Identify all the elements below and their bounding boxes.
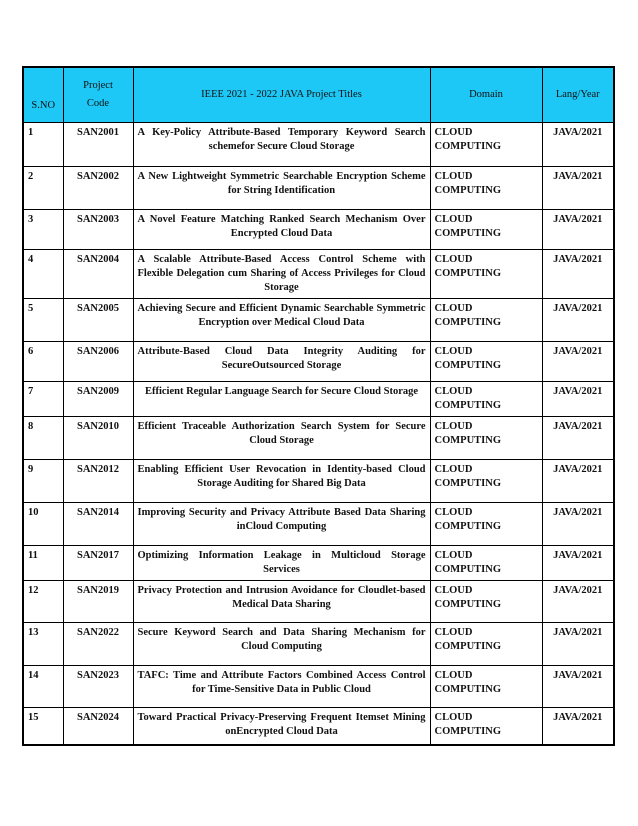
row-title: Optimizing Information Leakage in Multicloud Storage Services xyxy=(133,546,430,581)
row-lang-year: JAVA/2021 xyxy=(542,167,614,210)
table-row xyxy=(23,460,614,503)
row-lang-year: JAVA/2021 xyxy=(542,299,614,342)
row-sno: 9 xyxy=(23,460,63,503)
row-title: Efficient Traceable Authorization Search System for Secure Cloud Storage xyxy=(133,417,430,460)
row-lang-year: JAVA/2021 xyxy=(542,417,614,460)
row-lang-year: JAVA/2021 xyxy=(542,210,614,250)
header-lang-year: Lang/Year xyxy=(542,67,614,123)
table-row xyxy=(23,503,614,546)
row-project-code: SAN2005 xyxy=(63,299,133,342)
projects-table xyxy=(22,66,615,746)
row-title: A New Lightweight Symmetric Searchable Encryption Scheme for String Identification xyxy=(133,167,430,210)
row-lang-year: JAVA/2021 xyxy=(542,623,614,666)
table-row xyxy=(23,666,614,708)
row-lang-year: JAVA/2021 xyxy=(542,382,614,417)
row-domain: CLOUD COMPUTING xyxy=(430,342,542,382)
row-project-code: SAN2024 xyxy=(63,708,133,745)
header-domain: Domain xyxy=(430,67,542,123)
row-domain: CLOUD COMPUTING xyxy=(430,503,542,546)
row-project-code: SAN2003 xyxy=(63,210,133,250)
row-domain: CLOUD COMPUTING xyxy=(430,460,542,503)
row-title: Toward Practical Privacy-Preserving Frequent Itemset Mining onEncrypted Cloud Data xyxy=(133,708,430,745)
table-row xyxy=(23,299,614,342)
table-row xyxy=(23,342,614,382)
header-row xyxy=(23,67,614,123)
row-sno: 8 xyxy=(23,417,63,460)
table-row xyxy=(23,382,614,417)
row-sno: 5 xyxy=(23,299,63,342)
row-domain: CLOUD COMPUTING xyxy=(430,546,542,581)
row-sno: 2 xyxy=(23,167,63,210)
row-title: A Novel Feature Matching Ranked Search Mechanism Over Encrypted Cloud Data xyxy=(133,210,430,250)
row-sno: 10 xyxy=(23,503,63,546)
row-domain: CLOUD COMPUTING xyxy=(430,666,542,708)
header-sno: S.NO xyxy=(23,67,63,123)
row-project-code: SAN2019 xyxy=(63,581,133,623)
row-project-code: SAN2004 xyxy=(63,250,133,299)
row-title: A Key-Policy Attribute-Based Temporary Keyword Search schemefor Secure Cloud Storage xyxy=(133,123,430,167)
table-row xyxy=(23,417,614,460)
row-title: A Scalable Attribute-Based Access Control Scheme with Flexible Delegation cum Sharing of Access Privileges for Cloud Storage xyxy=(133,250,430,299)
row-sno: 7 xyxy=(23,382,63,417)
row-sno: 6 xyxy=(23,342,63,382)
row-sno: 12 xyxy=(23,581,63,623)
row-project-code: SAN2017 xyxy=(63,546,133,581)
row-lang-year: JAVA/2021 xyxy=(542,581,614,623)
row-lang-year: JAVA/2021 xyxy=(542,503,614,546)
table-row xyxy=(23,123,614,167)
row-project-code: SAN2006 xyxy=(63,342,133,382)
row-project-code: SAN2014 xyxy=(63,503,133,546)
row-sno: 4 xyxy=(23,250,63,299)
row-title: Improving Security and Privacy Attribute Based Data Sharing inCloud Computing xyxy=(133,503,430,546)
row-lang-year: JAVA/2021 xyxy=(542,342,614,382)
row-project-code: SAN2009 xyxy=(63,382,133,417)
row-domain: CLOUD COMPUTING xyxy=(430,623,542,666)
row-lang-year: JAVA/2021 xyxy=(542,123,614,167)
row-domain: CLOUD COMPUTING xyxy=(430,382,542,417)
table-row xyxy=(23,250,614,299)
row-lang-year: JAVA/2021 xyxy=(542,708,614,745)
row-lang-year: JAVA/2021 xyxy=(542,250,614,299)
table-row xyxy=(23,708,614,745)
row-domain: CLOUD COMPUTING xyxy=(430,581,542,623)
header-title: IEEE 2021 - 2022 JAVA Project Titles xyxy=(133,67,430,123)
header-project-code: Project Code xyxy=(63,67,133,123)
row-lang-year: JAVA/2021 xyxy=(542,546,614,581)
row-project-code: SAN2012 xyxy=(63,460,133,503)
row-domain: CLOUD COMPUTING xyxy=(430,123,542,167)
table-row xyxy=(23,623,614,666)
table-body xyxy=(23,123,614,745)
table-row xyxy=(23,546,614,581)
row-sno: 1 xyxy=(23,123,63,167)
row-lang-year: JAVA/2021 xyxy=(542,460,614,503)
row-title: Attribute-Based Cloud Data Integrity Auditing for SecureOutsourced Storage xyxy=(133,342,430,382)
row-title: Enabling Efficient User Revocation in Identity-based Cloud Storage Auditing for Shared Big Data xyxy=(133,460,430,503)
row-title: Achieving Secure and Efficient Dynamic Searchable Symmetric Encryption over Medical Cloud Data xyxy=(133,299,430,342)
row-domain: CLOUD COMPUTING xyxy=(430,299,542,342)
row-title: Privacy Protection and Intrusion Avoidance for Cloudlet-based Medical Data Sharing xyxy=(133,581,430,623)
row-title: Efficient Regular Language Search for Secure Cloud Storage xyxy=(133,382,430,417)
row-domain: CLOUD COMPUTING xyxy=(430,167,542,210)
row-title: TAFC: Time and Attribute Factors Combined Access Control for Time-Sensitive Data in Public Cloud xyxy=(133,666,430,708)
row-domain: CLOUD COMPUTING xyxy=(430,417,542,460)
table-row xyxy=(23,167,614,210)
row-sno: 11 xyxy=(23,546,63,581)
row-lang-year: JAVA/2021 xyxy=(542,666,614,708)
row-project-code: SAN2022 xyxy=(63,623,133,666)
table-row xyxy=(23,210,614,250)
row-domain: CLOUD COMPUTING xyxy=(430,708,542,745)
row-sno: 15 xyxy=(23,708,63,745)
table-row xyxy=(23,581,614,623)
row-project-code: SAN2010 xyxy=(63,417,133,460)
row-domain: CLOUD COMPUTING xyxy=(430,250,542,299)
row-title: Secure Keyword Search and Data Sharing Mechanism for Cloud Computing xyxy=(133,623,430,666)
row-sno: 3 xyxy=(23,210,63,250)
row-project-code: SAN2001 xyxy=(63,123,133,167)
row-sno: 14 xyxy=(23,666,63,708)
row-project-code: SAN2023 xyxy=(63,666,133,708)
row-project-code: SAN2002 xyxy=(63,167,133,210)
row-sno: 13 xyxy=(23,623,63,666)
row-domain: CLOUD COMPUTING xyxy=(430,210,542,250)
